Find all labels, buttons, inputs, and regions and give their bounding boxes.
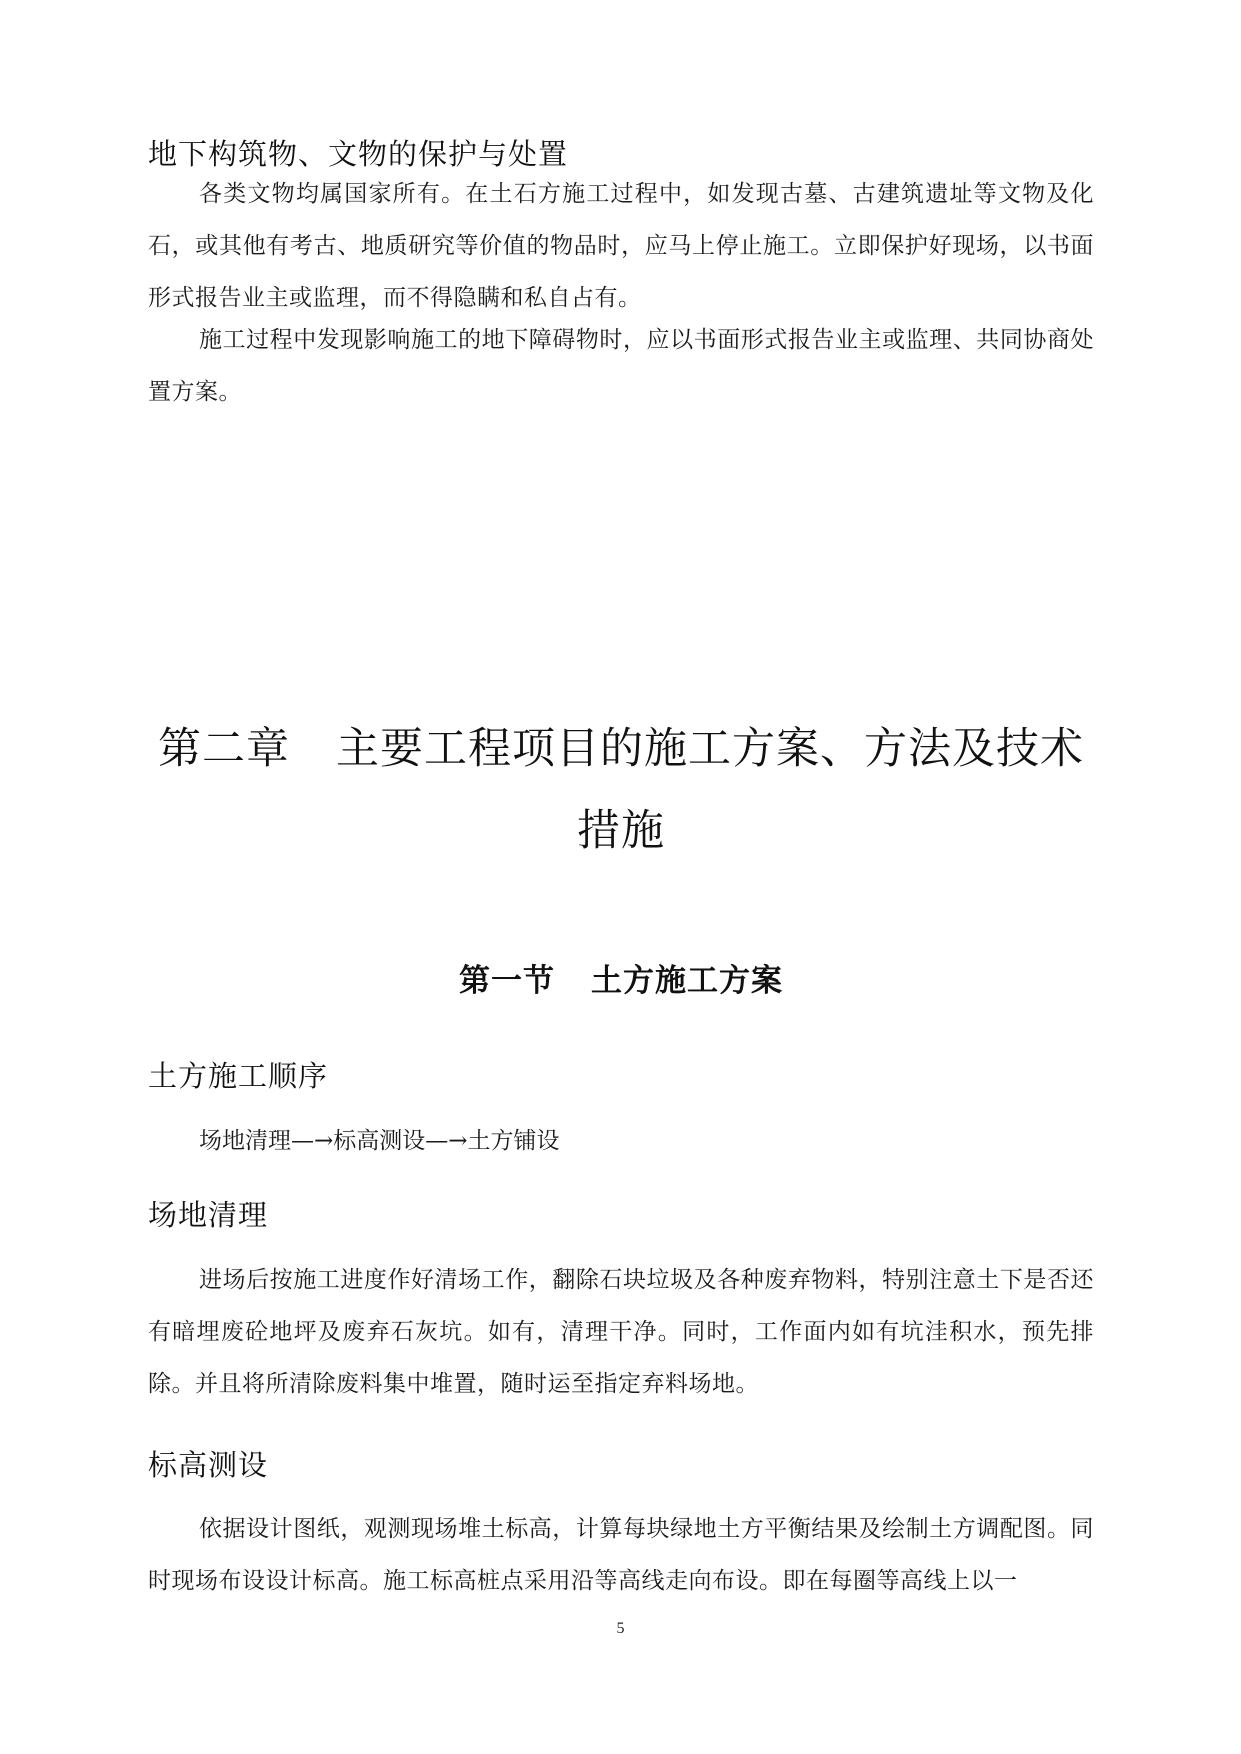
order-text: 场地清理—→标高测设—→土方铺设	[199, 1128, 560, 1154]
section-number: 第一节	[459, 963, 555, 999]
clearing-heading: 场地清理	[148, 1198, 269, 1232]
section-title	[148, 955, 1094, 1000]
chapter-number: 第二章	[158, 724, 290, 774]
order-heading: 土方施工顺序	[148, 1059, 329, 1093]
section-title-text: 土方施工方案	[591, 963, 783, 999]
chapter-title-text: 主要工程项目的施工方案、方法及技术措施	[336, 724, 1084, 856]
survey-heading: 标高测设	[148, 1448, 269, 1482]
chapter-title	[148, 708, 1094, 872]
protection-paragraph-1: 各类文物均属国家所有。在土石方施工过程中，如发现古墓、古建筑遗址等文物及化石，或其他有考古、地质研究等价值的物品时，应马上停止施工。立即保护好现场，以书面形式报告业主或监理，而不得隐瞒和私自占有。	[148, 181, 1094, 311]
clearing-paragraph: 进场后按施工进度作好清场工作，翻除石块垃圾及各种废弃物料，特别注意土下是否还有暗埋废砼地坪及废弃石灰坑。如有，清理干净。同时，工作面内如有坑洼积水，预先排除。并且将所清除废料集中堆置，随时运至指定弃料场地。	[148, 1267, 1094, 1397]
protection-heading: 地下构筑物、文物的保护与处置	[148, 137, 569, 171]
protection-paragraph-2: 施工过程中发现影响施工的地下障碍物时，应以书面形式报告业主或监理、共同协商处置方案。	[148, 327, 1094, 405]
page-number: 5	[616, 1620, 625, 1637]
survey-paragraph: 依据设计图纸，观测现场堆土标高，计算每块绿地土方平衡结果及绘制土方调配图。同时现场布设设计标高。施工标高桩点采用沿等高线走向布设。即在每圈等高线上以一	[148, 1516, 1094, 1594]
